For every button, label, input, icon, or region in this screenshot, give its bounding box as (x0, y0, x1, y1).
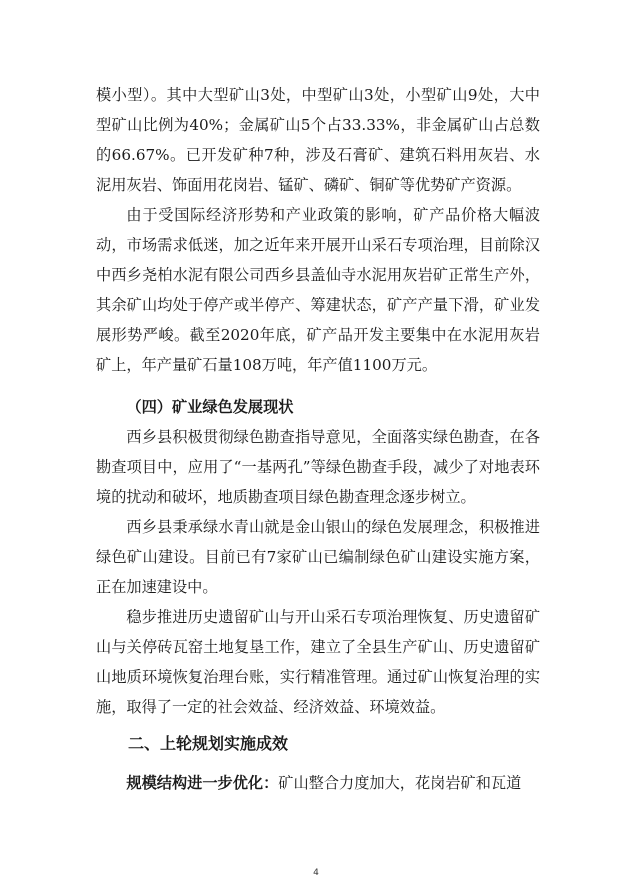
section-heading-green-mining-status: （四）矿业绿色发展现状 (126, 398, 294, 416)
paragraph-body-text: 矿山整合力度加大，花岗岩矿和瓦道 (278, 774, 522, 792)
paragraph-lead-text: 规模结构进一步优化： (126, 774, 279, 792)
page-content (96, 80, 540, 798)
paragraph-market-situation: 由于受国际经济形势和产业政策的影响，矿产品价格大幅波动，市场需求低迷，加之近年来开展开山采石专项治理，目前除汉中西乡尧柏水泥有限公司西乡县盖仙寺水泥用灰岩矿正常生产外，其余矿山均处于停产或半停产、筹建状态，矿产产量下滑，矿业发展形势严峻。截至2020年底，矿产品开发主要集中在水泥用灰岩矿上，年产量矿石量108万吨，年产值1100万元。 (96, 206, 540, 374)
paragraph-scale-structure (96, 768, 540, 798)
paragraph-green-exploration: 西乡县积极贯彻绿色勘查指导意见，全面落实绿色勘查，在各勘查项目中，应用了“一基两孔”等绿色勘查手段，减少了对地表环境的扰动和破坏，地质勘查项目绿色勘查理念逐步树立。 (96, 428, 540, 506)
paragraph-green-mine-construction: 西乡县秉承绿水青山就是金山银山的绿色发展理念，积极推进绿色矿山建设。目前已有7家矿山已编制绿色矿山建设实施方案，正在加速建设中。 (96, 518, 540, 596)
paragraph-mine-restoration: 稳步推进历史遗留矿山与开山采石专项治理恢复、历史遗留矿山与关停砖瓦窑土地复垦工作，建立了全县生产矿山、历史遗留矿山地质环境恢复治理台账，实行精准管理。通过矿山恢复治理的实施，取得了一定的社会效益、经济效益、环境效益。 (96, 608, 540, 716)
page-number: 4 (313, 868, 319, 878)
chapter-heading-previous-plan-results: 二、上轮规划实施成效 (128, 734, 289, 753)
paragraph-mine-scale: 模小型）。其中大型矿山3处，中型矿山3处，小型矿山9处，大中型矿山比例为40%；金属矿山5个占33.33%，非金属矿山占总数的66.67%。已开发矿种7种，涉及石膏矿、建筑石料用灰岩、水泥用灰岩、饰面用花岗岩、锰矿、磷矿、铜矿等优势矿产资源。 (96, 86, 540, 194)
